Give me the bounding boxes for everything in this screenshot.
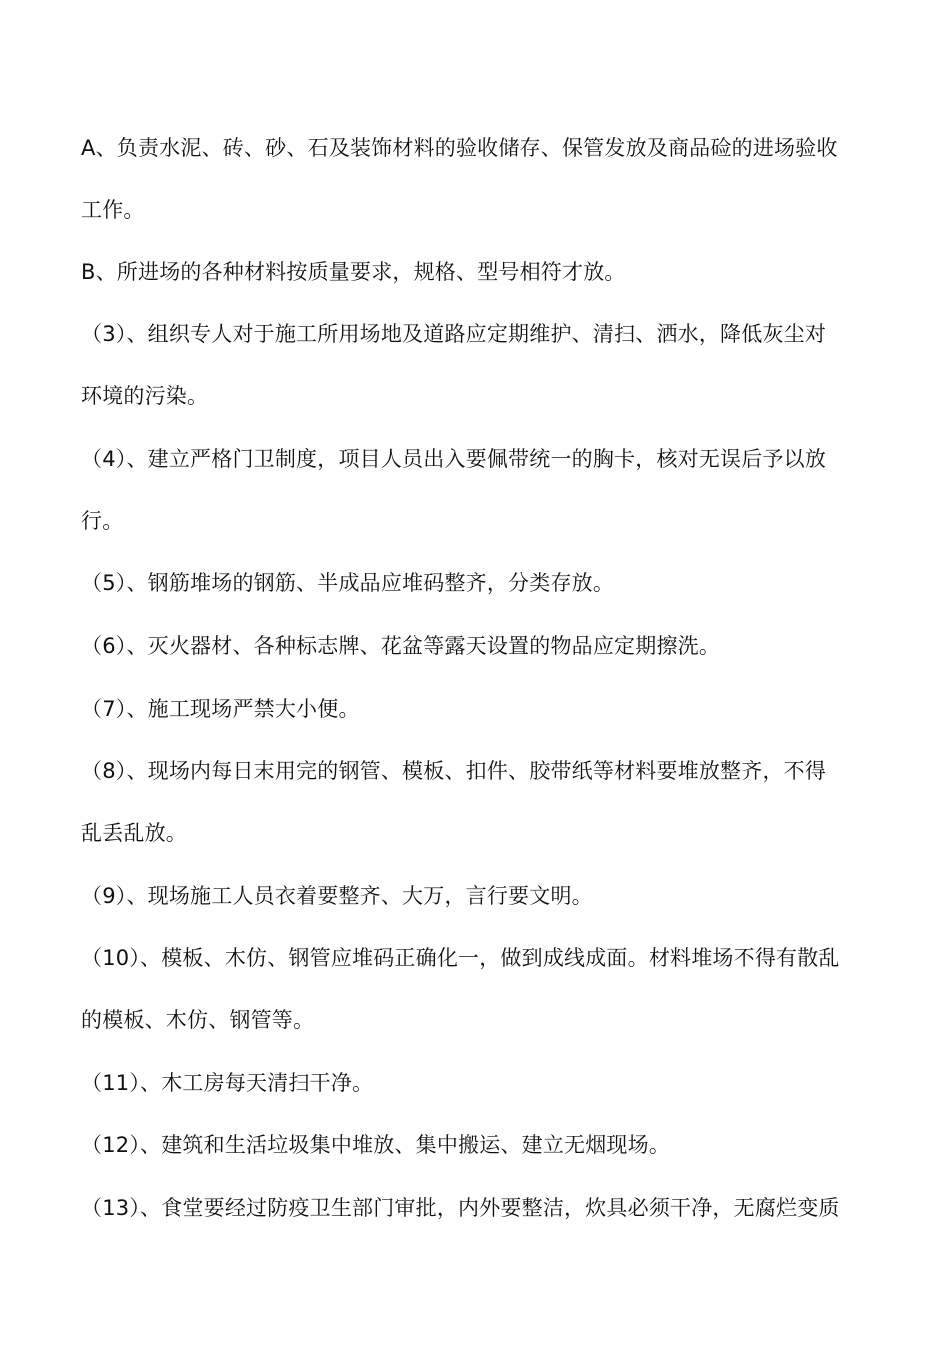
text-line-item-8-continued: 乱丢乱放。 bbox=[81, 821, 187, 845]
text-line-item-3-continued: 环境的污染。 bbox=[81, 384, 209, 408]
text-line-item-13: （13）、食堂要经过防疫卫生部门审批，内外要整洁，炊具必须干净，无腐烂变质 bbox=[81, 1196, 840, 1220]
text-line-item-5: （5）、钢筋堆场的钢筋、半成品应堆码整齐，分类存放。 bbox=[81, 571, 615, 595]
text-line-item-3: （3）、组织专人对于施工所用场地及道路应定期维护、清扫、洒水，降低灰尘对 bbox=[81, 322, 827, 346]
text-line-a: A、负责水泥、砖、砂、石及装饰材料的验收储存、保管发放及商品硷的进场验收 bbox=[81, 136, 838, 160]
text-line-item-6: （6）、灭火器材、各种标志牌、花盆等露天设置的物品应定期擦洗。 bbox=[81, 634, 721, 658]
text-line-item-8: （8）、现场内每日末用完的钢管、模板、扣件、胶带纸等材料要堆放整齐，不得 bbox=[81, 759, 827, 783]
text-line-item-4: （4）、建立严格门卫制度，项目人员出入要佩带统一的胸卡，核对无误后予以放 bbox=[81, 447, 827, 471]
text-line-item-10-continued: 的模板、木仿、钢管等。 bbox=[81, 1008, 315, 1032]
text-line-item-10: （10）、模板、木仿、钢管应堆码正确化一，做到成线成面。材料堆场不得有散乱 bbox=[81, 946, 840, 970]
text-line-item-12: （12）、建筑和生活垃圾集中堆放、集中搬运、建立无烟现场。 bbox=[81, 1133, 671, 1157]
text-line-item-7: （7）、施工现场严禁大小便。 bbox=[81, 697, 360, 721]
text-line-a-continued: 工作。 bbox=[81, 198, 145, 222]
text-line-item-9: （9）、现场施工人员衣着要整齐、大万，言行要文明。 bbox=[81, 884, 593, 908]
text-line-b: B、所进场的各种材料按质量要求，规格、型号相符才放。 bbox=[81, 260, 626, 284]
text-line-item-4-continued: 行。 bbox=[81, 509, 124, 533]
text-line-item-11: （11）、木工房每天清扫干净。 bbox=[81, 1071, 374, 1095]
